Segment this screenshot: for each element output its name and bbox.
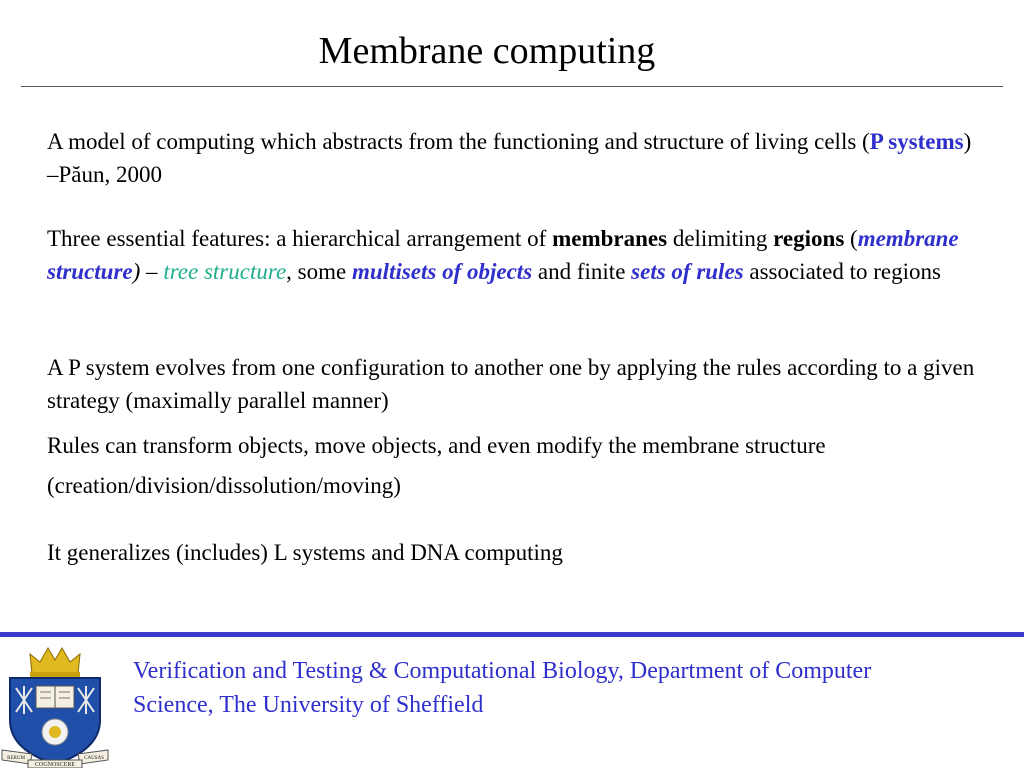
p2-text-3: ( <box>844 226 858 251</box>
paragraph-model <box>47 125 987 191</box>
paragraph-rules: Rules can transform objects, move objects, and even modify the membrane structure (creation/division/dissolution/moving) <box>47 433 826 498</box>
crest-motto-center: COGNOSCERE <box>34 762 76 768</box>
p2-text-5: , some <box>286 259 352 284</box>
slide-title <box>0 28 1024 74</box>
paragraph-features <box>47 222 987 288</box>
p1-text-1: A model of computing which abstracts from the functioning and structure of living cells ( <box>47 129 870 154</box>
p-systems-term: P systems <box>869 129 964 154</box>
membrane-structure-term: membrane structure <box>47 226 959 284</box>
sets-of-rules-term: sets of rules <box>631 259 744 284</box>
p1-text-2: ) –Păun, 2000 <box>47 129 972 187</box>
tree-structure-term: tree structure <box>163 259 287 284</box>
paragraph-generalization: It generalizes (includes) L systems and DNA computing <box>47 540 563 565</box>
title-divider <box>21 86 1003 87</box>
membranes-term: membranes <box>552 226 668 251</box>
footer-text: Verification and Testing & Computational Biology, Department of Computer Science, The University of Sheffield <box>133 658 872 718</box>
university-crest-icon <box>0 638 110 768</box>
crest-motto-right: CAUSAS <box>84 756 104 761</box>
p2-text-1: Three essential features: a hierarchical arrangement of <box>47 226 553 251</box>
p2-text-4: ) – <box>132 259 164 284</box>
footer-bar <box>0 632 1024 637</box>
multisets-term: multisets of objects <box>351 259 533 284</box>
p2-text-6: and finite <box>532 259 632 284</box>
p2-text-2: delimiting <box>667 226 774 251</box>
paragraph-evolution: A P system evolves from one configuration to another one by applying the rules according to a given strategy (maximally parallel manner) <box>47 355 975 413</box>
p2-text-7: associated to regions <box>743 259 941 284</box>
slide-title-text: Membrane computing <box>318 30 656 72</box>
regions-term: regions <box>773 226 845 251</box>
crest-motto-left: RERUM <box>7 756 25 761</box>
